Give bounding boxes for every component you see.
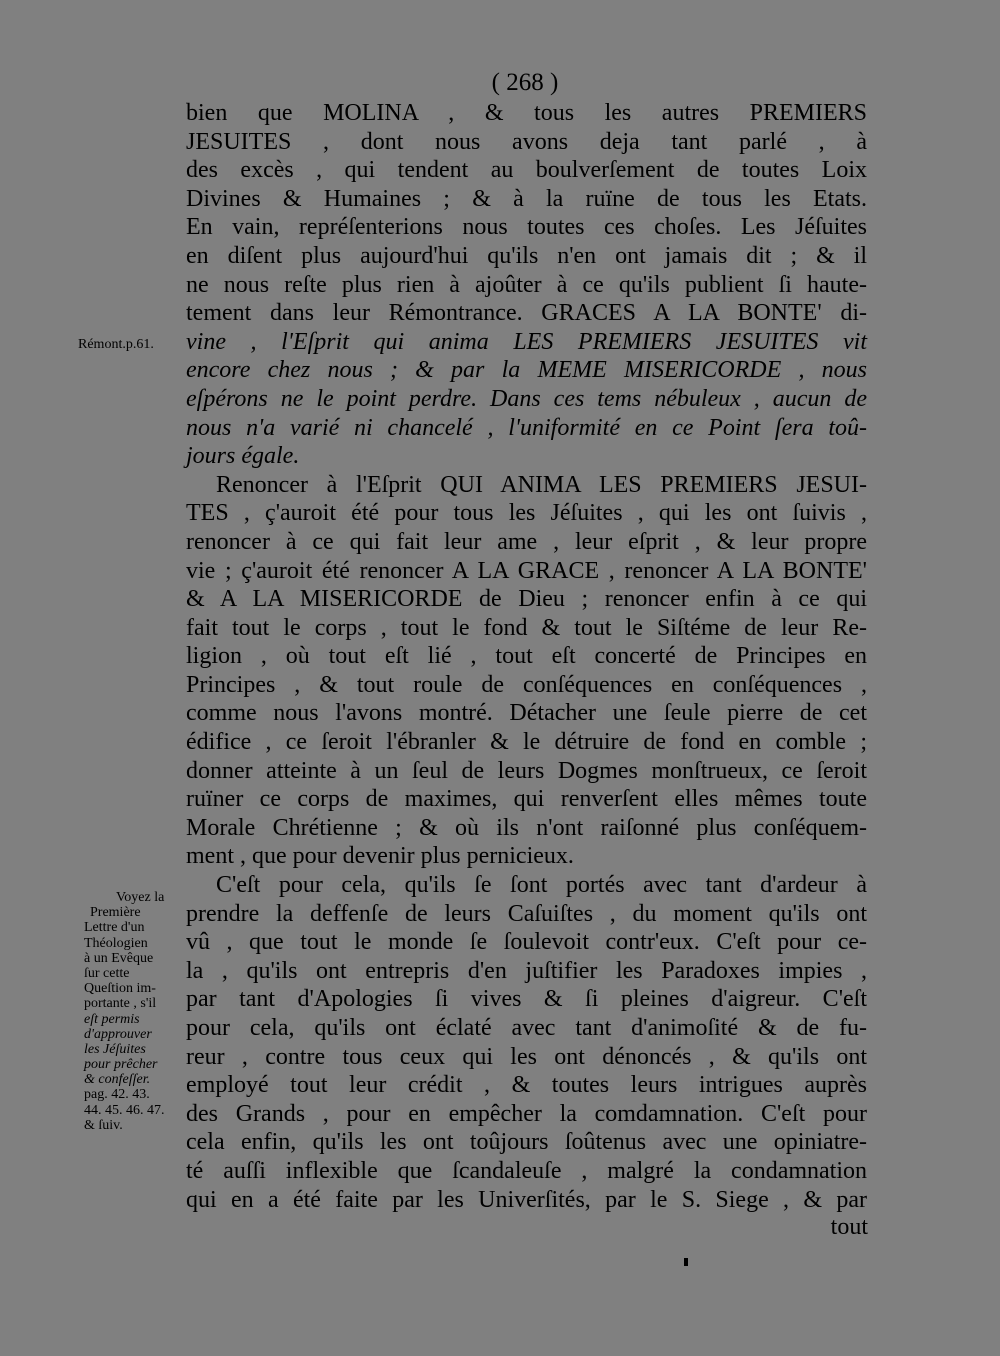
body-line: tement dans leur Rémontrance. GRACES A LA BONTE' di-: [186, 300, 867, 327]
body-line: vû , que tout le monde ſe ſoulevoit contr'eux. C'eſt pour ce-: [186, 929, 867, 956]
body-line: des Grands , pour en empêcher la comdamnation. C'eſt pour: [186, 1100, 867, 1127]
body-line: employé tout leur crédit , & toutes leurs intrigues auprès: [186, 1072, 867, 1099]
margin-note-line: Lettre d'un: [84, 920, 145, 936]
margin-note-line: pag. 42. 43.: [84, 1087, 150, 1103]
body-line: cela enfin, qu'ils les ont toûjours ſoûtenus avec une opiniatre-: [186, 1129, 867, 1156]
body-line: prendre la deffenſe de leurs Caſuiſtes , du moment qu'ils ont: [186, 900, 867, 927]
margin-note-remontrance: Rémont.p.61.: [78, 337, 154, 352]
margin-note-line: 44. 45. 46. 47.: [84, 1102, 165, 1118]
margin-note-line: Première: [90, 905, 141, 921]
margin-note-line: pour prêcher: [84, 1057, 158, 1073]
body-line: pour cela, qu'ils ont éclaté avec tant d'animoſité & de fu-: [186, 1015, 867, 1041]
body-line: té auſſi inflexible que ſcandaleuſe , malgré la condamnation: [186, 1157, 867, 1184]
body-line: Renoncer à l'Eſprit QUI ANIMA LES PREMIERS JESUI-: [216, 471, 867, 498]
margin-note-line: Théologien: [84, 935, 148, 951]
margin-note-line: & confeſſer.: [84, 1072, 151, 1088]
body-line: C'eſt pour cela, qu'ils ſe ſont portés avec tant d'ardeur à: [216, 872, 867, 899]
body-line: vine , l'Eſprit qui anima LES PREMIERS JESUITES vit: [186, 328, 867, 355]
body-line: ment , que pour devenir plus pernicieux.: [186, 843, 574, 870]
body-line: comme nous l'avons montré. Détacher une ſeule pierre de cet: [186, 700, 867, 727]
margin-note-line: Queſtion im-: [84, 981, 156, 997]
body-line: en diſent plus aujourd'hui qu'ils n'en ont jamais dit ; & il: [186, 242, 867, 269]
body-line: bien que MOLINA , & tous les autres PREMIERS: [186, 100, 867, 126]
body-line: donner atteinte à un ſeul de leurs Dogmes monſtrueux, ce ſeroit: [186, 757, 867, 784]
body-line: fait tout le corps , tout le fond & tout le Siſtéme de leur Re-: [186, 614, 867, 641]
catchword: tout: [830, 1214, 868, 1240]
margin-note-line: d'approuver: [84, 1026, 152, 1042]
body-line: nous n'a varié ni chancelé , l'uniformité en ce Point ſera toû-: [186, 414, 867, 441]
body-line: Divines & Humaines ; & à la ruïne de tous les Etats.: [186, 185, 867, 212]
body-line: ne nous reſte plus rien à ajoûter à ce qu'ils publient ſi haute-: [186, 271, 867, 298]
margin-note-line: Voyez la: [116, 890, 165, 905]
body-line: renoncer à ce qui fait leur ame , leur eſprit , & leur propre: [186, 528, 867, 555]
body-line: encore chez nous ; & par la MEME MISERICORDE , nous: [186, 357, 867, 384]
body-line: eſpérons ne le point perdre. Dans ces tems nébuleux , aucun de: [186, 385, 867, 412]
page-number: ( 268 ): [491, 69, 559, 96]
body-line: la , qu'ils ont entrepris d'en juſtifier les Paradoxes impies ,: [186, 957, 867, 984]
body-line: & A LA MISERICORDE de Dieu ; renoncer enfin à ce qui: [186, 586, 867, 613]
body-line: En vain, repréſenterions nous toutes ces choſes. Les Jéſuites: [186, 214, 867, 241]
margin-note-line: à un Evêque: [84, 950, 154, 966]
margin-note-line: & ſuiv.: [84, 1117, 123, 1133]
body-line: ruïner ce corps de maximes, qui renverſent elles mêmes toute: [186, 786, 867, 813]
body-line: jours égale.: [186, 443, 300, 470]
margin-note-line: ſur cette: [84, 965, 130, 981]
body-line: reur , contre tous ceux qui les ont dénoncés , & qu'ils ont: [186, 1043, 867, 1070]
body-line: qui en a été faite par les Univerſités, par le S. Siege , & par: [186, 1186, 867, 1213]
ink-speck: [684, 1258, 688, 1266]
body-line: Principes , & tout roule de conſéquences en conſéquences ,: [186, 671, 867, 698]
body-text: [186, 99, 867, 1214]
body-line: édifice , ce ſeroit l'ébranler & le détruire de fond en comble ;: [186, 729, 867, 756]
margin-note-line: portante , s'il: [84, 996, 157, 1012]
body-line: Morale Chrétienne ; & où ils n'ont raiſonné plus conſéquem-: [186, 814, 867, 841]
margin-note-line: eſt permis: [84, 1011, 140, 1027]
margin-note-line: les Jéſuites: [84, 1041, 146, 1057]
body-line: vie ; ç'auroit été renoncer A LA GRACE , renoncer A LA BONTE': [186, 557, 867, 584]
body-line: TES , ç'auroit été pour tous les Jéſuites , qui les ont ſuivis ,: [186, 500, 867, 527]
body-line: par tant d'Apologies ſi vives & ſi pleines d'aigreur. C'eſt: [186, 986, 867, 1013]
margin-note-voyez: [70, 890, 192, 1133]
body-line: ligion , où tout eſt lié , tout eſt concerté de Principes en: [186, 643, 867, 670]
body-line: des excès , qui tendent au boulverſement de toutes Loix: [186, 157, 867, 184]
body-line: JESUITES , dont nous avons deja tant parlé , à: [186, 128, 867, 155]
